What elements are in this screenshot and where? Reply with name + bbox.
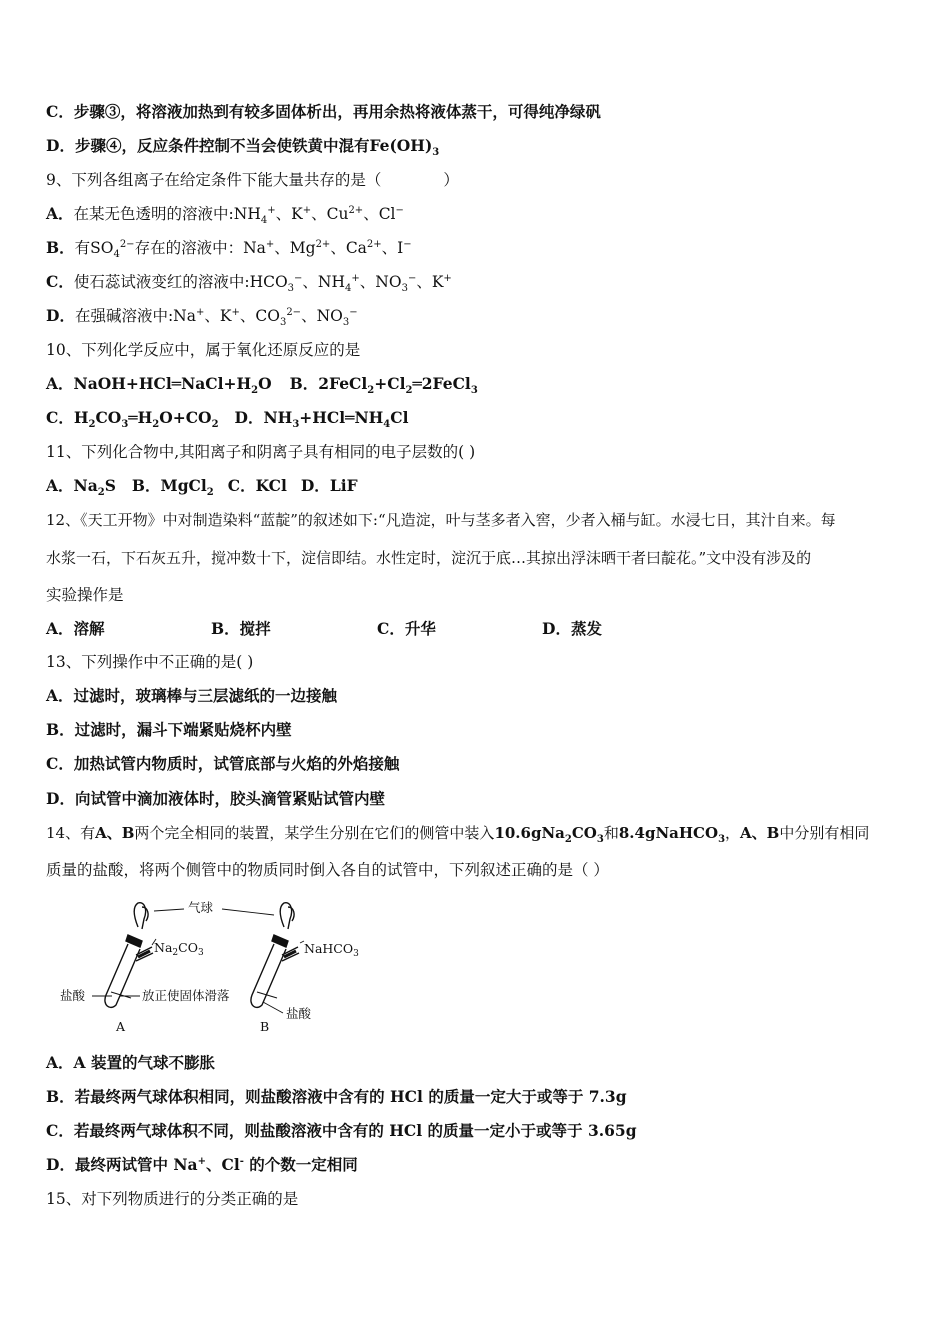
acid-left-label: 盐酸 bbox=[60, 988, 86, 1003]
q14-stem-line2: 质量的盐酸，将两个侧管中的物质同时倒入各自的试管中，下列叙述正确的是（ ） bbox=[46, 861, 609, 879]
tube-b-drawing bbox=[251, 903, 299, 1008]
q9-stem: 9、下列各组离子在给定条件下能大量共存的是（ ） bbox=[46, 171, 459, 189]
tube-a-label: A bbox=[116, 1019, 126, 1034]
q14-stem-line1: 14、有A、B两个完全相同的装置，某学生分别在它们的侧管中装入$10.6gNa_2CO_3$和8.4gNaHCO$_3$，A、B中分别有相同 bbox=[46, 824, 870, 845]
balloon-label: 气球 bbox=[188, 900, 214, 915]
q15-stem: 15、对下列物质进行的分类正确的是 bbox=[46, 1190, 299, 1208]
q12-option-d: D．蒸发 bbox=[542, 619, 602, 638]
na2co3-label: $Na_2CO_3$ bbox=[154, 940, 204, 958]
q13-option-d: D．向试管中滴加液体时，胶头滴管紧贴试管内壁 bbox=[46, 789, 385, 808]
nahco3-label: NaHCO$_3$ bbox=[304, 941, 359, 959]
q14-option-a: A．A 装置的气球不膨胀 bbox=[46, 1053, 215, 1072]
q12-option-b: B．搅拌 bbox=[211, 619, 271, 638]
q12-option-c: C．升华 bbox=[377, 619, 436, 638]
note-label: 放正使固体滑落 bbox=[142, 988, 230, 1003]
q12-stem-line2: 水浆一石，下石灰五升，搅冲数十下，淀信即结。水性定时，淀沉于底…其掠出浮沫晒干者曰靛花。”文中没有涉及的 bbox=[46, 549, 812, 567]
acid-right-label: 盐酸 bbox=[286, 1006, 312, 1021]
q14-apparatus-diagram bbox=[58, 897, 368, 1037]
q14-option-c: C．若最终两气球体积不同，则盐酸溶液中含有的 HCl 的质量一定小于或等于 3.65g bbox=[46, 1121, 637, 1140]
q8-option-d: D．步骤④，反应条件控制不当会使铁黄中混有$Fe(OH)_3$ bbox=[46, 136, 440, 159]
q11-stem: 11、下列化合物中,其阳离子和阴离子具有相同的电子层数的( ) bbox=[46, 443, 476, 461]
q10-options-cd: C．$H_2CO_3═H_2O+CO_2$ D．$NH_3+HCl═NH_4Cl$ bbox=[46, 408, 409, 431]
q13-option-a: A．过滤时，玻璃棒与三层滤纸的一边接触 bbox=[46, 686, 338, 705]
q9-option-b: B．有$SO_4^{2-}$存在的溶液中：Na+、$Mg^{2+}$、$Ca^{2+}$、I− bbox=[46, 238, 412, 261]
q9-option-d: D．在强碱溶液中:Na+、K+、$CO_3^{2-}$、$NO_3^-$ bbox=[46, 306, 358, 329]
q11-options: A．$Na_2S$ B．MgCl$_2$ C．KCl D．LiF bbox=[46, 476, 358, 499]
q9-option-c: C．使石蕊试液变红的溶液中$:HCO_3^-$、$NH_4^+$、$NO_3^-$、K+ bbox=[46, 272, 452, 295]
q9-option-a: A．在某无色透明的溶液中$:NH_4^+$、K+、$Cu^{2+}$、Cl− bbox=[46, 204, 404, 227]
q13-stem: 13、下列操作中不正确的是( ) bbox=[46, 653, 254, 671]
q8-option-c: C．步骤③，将溶液加热到有较多固体析出，再用余热将液体蒸干，可得纯净绿矾 bbox=[46, 102, 601, 121]
q14-option-d: D．最终两试管中 Na+、Cl- 的个数一定相同 bbox=[46, 1155, 358, 1174]
q12-option-a: A．溶解 bbox=[46, 619, 105, 638]
q13-option-b: B．过滤时，漏斗下端紧贴烧杯内壁 bbox=[46, 720, 292, 739]
q13-option-c: C．加热试管内物质时，试管底部与火焰的外焰接触 bbox=[46, 754, 400, 773]
q12-stem-line1: 12、《天工开物》中对制造染料“蓝靛”的叙述如下:“凡造淀，叶与茎多者入窖，少者入桶与缸。水浸七日，其汁自来。每 bbox=[46, 511, 836, 529]
q14-option-b: B．若最终两气球体积相同，则盐酸溶液中含有的 HCl 的质量一定大于或等于 7.3g bbox=[46, 1087, 627, 1106]
q10-stem: 10、下列化学反应中，属于氧化还原反应的是 bbox=[46, 341, 361, 359]
q12-stem-line3: 实验操作是 bbox=[46, 586, 124, 604]
q10-options-ab: A．$NaOH+HCl═NaCl+H_2O$ B．$2FeCl_2+Cl_2═2FeCl_3$ bbox=[46, 374, 478, 397]
tube-b-label: B bbox=[260, 1019, 270, 1034]
